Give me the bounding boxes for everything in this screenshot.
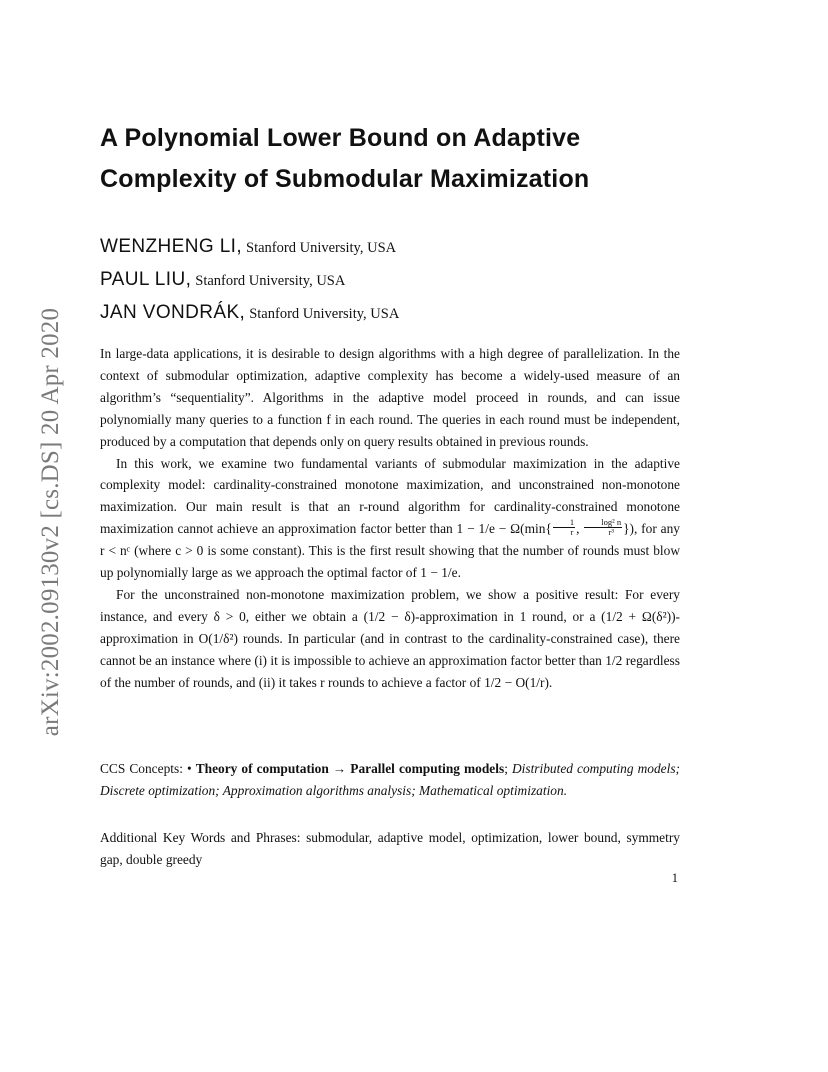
abstract-p2-text-b: }), for any r < nᶜ (where c > 0 is some constant). This is the first result showing that the number of rounds must blow up polynomially large as we approach the optimal factor of 1 − 1/e. bbox=[100, 521, 680, 581]
paper-title bbox=[100, 118, 700, 200]
abstract-paragraph-2 bbox=[100, 453, 680, 584]
author-name: JAN VONDRÁK, bbox=[100, 302, 246, 323]
abstract-p2-text-a: In this work, we examine two fundamental variants of submodular maximization in the adaptive complexity model: cardinality-constrained monotone maximization, and unconstrained non-monotone maximization. Our main result is that an r-round algorithm for cardinality-constrained monotone maximization cannot achieve an approximation factor better than 1 − 1/e − Ω(min{ bbox=[100, 455, 680, 537]
title-line-1: A Polynomial Lower Bound on Adaptive bbox=[100, 124, 581, 152]
author-affiliation: Stanford University, USA bbox=[246, 240, 397, 256]
arxiv-identifier: arXiv:2002.09130v2 [cs.DS] 20 Apr 2020 bbox=[37, 307, 64, 737]
author-affiliation: Stanford University, USA bbox=[195, 273, 346, 289]
abstract-paragraph-1: In large-data applications, it is desirable to design algorithms with a high degree of parallelization. In the context of submodular optimization, adaptive complexity has become a widely-used measure of an algorithm’s “sequentiality”. Algorithms in the adaptive model proceed in rounds, and can issue polynomially many queries to a function f in each round. The queries in each round must be independent, produced by a computation that depends only on query results obtained in previous rounds. bbox=[100, 346, 680, 449]
abstract-paragraph-3: For the unconstrained non-monotone maximization problem, we show a positive result: For every instance, and every δ > 0, either we obtain a (1/2 − δ)-approximation in 1 round, or a (1/2 + Ω(δ²))-approximation in O(1/δ²) rounds. In particular (and in contrast to the cardinality-constrained case), there cannot be an instance where (i) it is impossible to achieve an approximation factor better than 1/2 regardless of the number of rounds, and (ii) it takes r rounds to achieve a factor of 1/2 − O(1/r). bbox=[100, 586, 680, 690]
ccs-arrow: → bbox=[328, 761, 351, 776]
ccs-italic-concepts: Distributed computing models; Discrete optimization; Approximation algorithms analysis; Mathematical optimization. bbox=[100, 761, 680, 798]
abstract bbox=[100, 343, 680, 694]
author-entry bbox=[100, 232, 680, 265]
ccs-separator: ; bbox=[504, 761, 512, 776]
fraction-separator: , bbox=[576, 521, 584, 537]
arxiv-sidebar bbox=[30, 287, 72, 757]
ccs-prefix: CCS Concepts: • bbox=[100, 761, 196, 776]
title-line-2: Complexity of Submodular Maximization bbox=[100, 165, 590, 193]
ccs-concept-parallel: Parallel computing models bbox=[350, 761, 505, 776]
fraction-numerator: log² n bbox=[584, 518, 622, 528]
page-number: 1 bbox=[671, 871, 678, 885]
ccs-concept-theory: Theory of computation bbox=[195, 761, 329, 776]
author-list bbox=[100, 232, 680, 331]
author-affiliation: Stanford University, USA bbox=[249, 306, 400, 322]
author-entry bbox=[100, 265, 680, 298]
fraction-numerator: 1 bbox=[553, 518, 575, 528]
author-entry bbox=[100, 298, 680, 331]
fraction-denominator: r³ bbox=[608, 526, 614, 537]
fraction-log-over-r-cubed bbox=[584, 518, 622, 537]
author-name: WENZHENG LI, bbox=[100, 236, 243, 257]
author-name: PAUL LIU, bbox=[100, 269, 192, 290]
ccs-concepts bbox=[100, 758, 680, 802]
keywords: Additional Key Words and Phrases: submodular, adaptive model, optimization, lower bound, symmetry gap, double greedy bbox=[100, 830, 680, 867]
fraction-1-over-r bbox=[553, 518, 575, 537]
fraction-denominator: r bbox=[570, 526, 574, 537]
